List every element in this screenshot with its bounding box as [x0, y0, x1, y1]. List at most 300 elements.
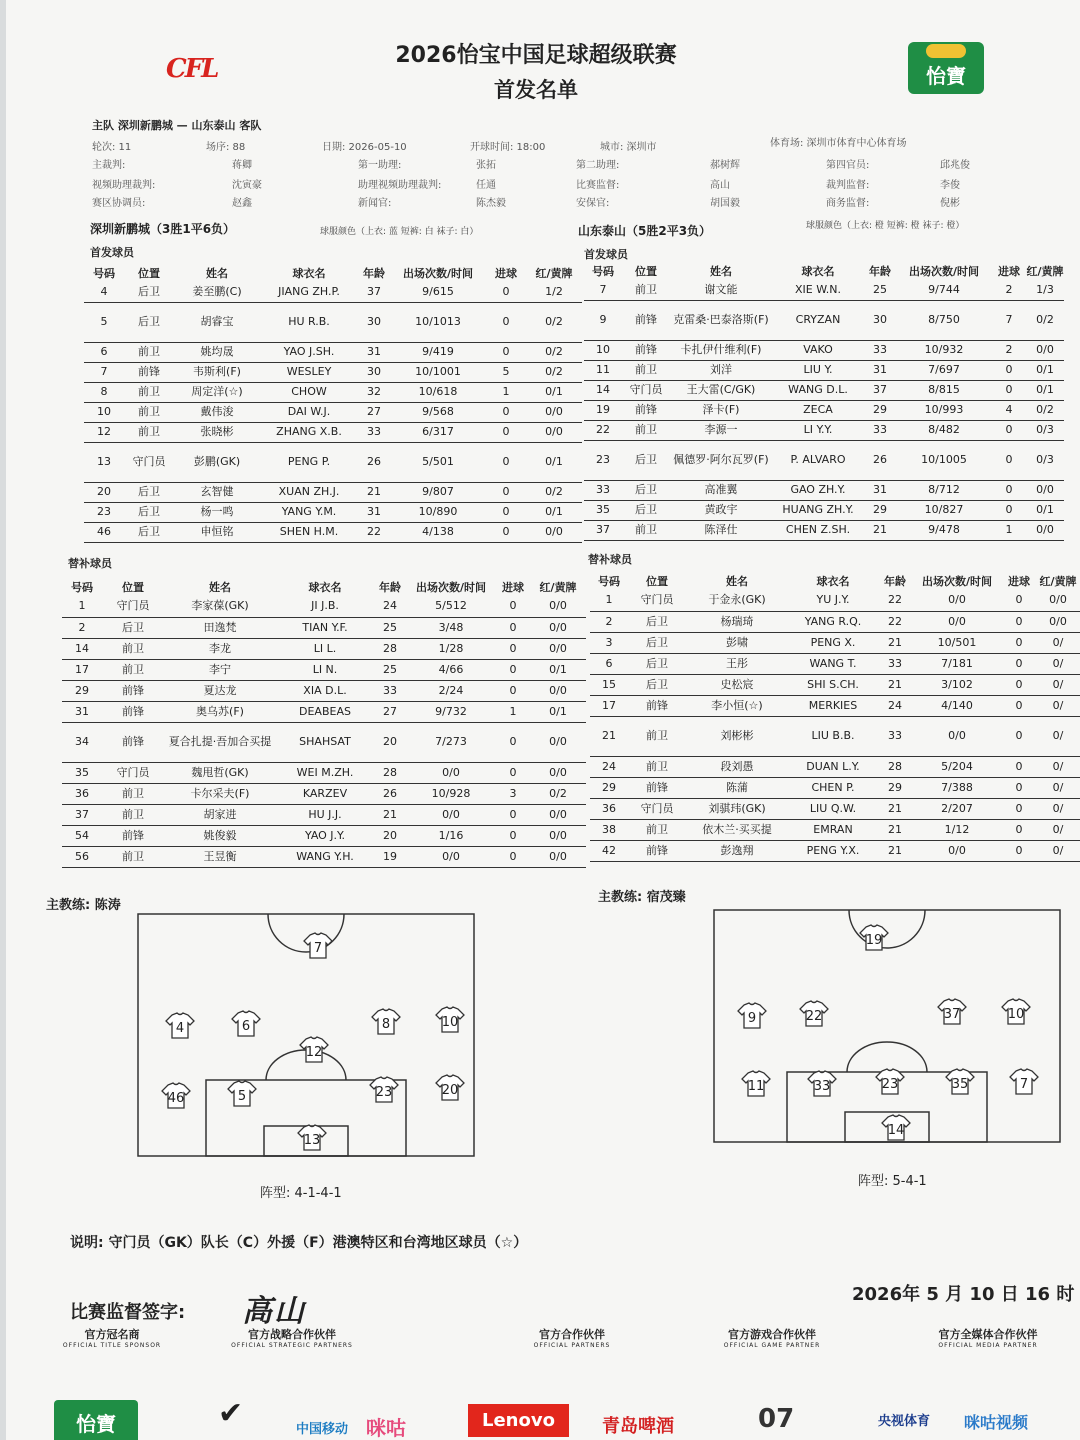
player-cell: EMRAN — [788, 819, 878, 840]
csl-logo: CFL — [166, 54, 218, 84]
column-header: 进球 — [1008, 575, 1030, 588]
player-cell: 4 — [992, 400, 1026, 420]
official-name: 任通 — [476, 180, 496, 191]
player-cell: 3 — [590, 632, 628, 653]
player-cell: 1/28 — [406, 638, 496, 659]
player-cell: 黄政宇 — [670, 500, 772, 520]
player-cell: 8/750 — [896, 300, 992, 340]
player-cell: 46 — [84, 522, 124, 542]
player-cell: 10 — [584, 340, 622, 360]
player-cell: 1/3 — [1026, 280, 1064, 300]
player-cell: 0/ — [1036, 653, 1080, 674]
player-cell: 前锋 — [622, 300, 670, 340]
player-cell: 4/66 — [406, 659, 496, 680]
sponsor-cctv-sports: 央视体育 — [878, 1414, 931, 1429]
away-subs-label: 替补球员 — [588, 553, 632, 566]
shirt-number: 5 — [237, 1089, 247, 1104]
player-cell: 0/ — [1036, 840, 1080, 861]
player-cell: 37 — [358, 282, 390, 302]
shirt-number: 13 — [303, 1133, 321, 1148]
player-cell: 夏合扎提·吾加合买提 — [164, 722, 276, 762]
player-cell: WANG D.L. — [772, 380, 864, 400]
sign-date: 2026年 5 月 10 日 16 时 — [852, 1284, 1075, 1305]
player-cell: SHEN H.M. — [260, 522, 358, 542]
player-cell: 1 — [486, 382, 526, 402]
player-cell: YU J.Y. — [788, 590, 878, 611]
player-cell: 9/568 — [390, 402, 486, 422]
player-row — [84, 362, 582, 382]
player-cell: XIE W.N. — [772, 280, 864, 300]
player-cell: 依木兰·买买提 — [686, 819, 788, 840]
player-row — [62, 825, 586, 846]
player-cell: 0 — [496, 825, 530, 846]
player-cell: 17 — [62, 659, 102, 680]
player-cell: 前锋 — [124, 362, 174, 382]
player-row — [590, 777, 1080, 798]
player-cell: 后卫 — [628, 674, 686, 695]
player-cell: 于金永(GK) — [686, 590, 788, 611]
player-cell: 前卫 — [124, 382, 174, 402]
official-role: 赛区协调员: — [92, 198, 146, 209]
home-subs-label: 替补球员 — [68, 557, 112, 570]
player-cell: 34 — [62, 722, 102, 762]
player-cell: 8/815 — [896, 380, 992, 400]
player-cell: 前锋 — [628, 695, 686, 716]
player-cell: 0 — [992, 380, 1026, 400]
match-venue: 体育场: 深圳市体育中心体育场 — [770, 138, 907, 149]
player-cell: 杨瑞琦 — [686, 611, 788, 632]
player-cell: 0/2 — [526, 482, 582, 502]
player-row — [62, 762, 586, 783]
player-cell: 8/482 — [896, 420, 992, 440]
column-header: 号码 — [71, 581, 93, 594]
player-shirt — [946, 1069, 974, 1094]
home-coach: 主教练: 陈涛 — [46, 898, 121, 913]
player-cell: 前卫 — [622, 360, 670, 380]
away-subs-table — [590, 572, 1080, 862]
player-cell: 卡尔采夫(F) — [164, 783, 276, 804]
player-cell: 后卫 — [124, 282, 174, 302]
player-cell: 0/0 — [1026, 480, 1064, 500]
player-row — [584, 340, 1064, 360]
player-cell: 前卫 — [622, 280, 670, 300]
away-formation: 阵型: 5-4-1 — [858, 1174, 927, 1189]
player-cell: 前卫 — [124, 342, 174, 362]
player-row — [590, 632, 1080, 653]
shirt-number: 6 — [241, 1019, 251, 1034]
player-cell: 10/827 — [896, 500, 992, 520]
player-cell: 7 — [84, 362, 124, 382]
official-name: 李俊 — [940, 180, 960, 191]
player-cell: 27 — [358, 402, 390, 422]
player-cell: 10/890 — [390, 502, 486, 522]
legend-note: 说明: 守门员（GK）队长（C）外援（F）港澳特区和台湾地区球员（☆） — [70, 1235, 528, 1251]
player-cell: 李小恒(☆) — [686, 695, 788, 716]
player-cell: 1 — [992, 520, 1026, 540]
player-cell: 30 — [358, 302, 390, 342]
player-cell: 37 — [584, 520, 622, 540]
player-cell: 0 — [992, 440, 1026, 480]
player-cell: 24 — [374, 596, 406, 617]
shirt-number: 10 — [441, 1015, 459, 1030]
player-cell: 彭逸翔 — [686, 840, 788, 861]
player-cell: 9/419 — [390, 342, 486, 362]
player-cell: 前卫 — [124, 402, 174, 422]
player-cell: 2 — [992, 340, 1026, 360]
column-header: 出场次数/时间 — [908, 265, 980, 278]
player-cell: 0/0 — [530, 804, 586, 825]
player-cell: 夏达龙 — [164, 680, 276, 701]
player-cell: YAO J.SH. — [260, 342, 358, 362]
column-header: 号码 — [93, 267, 115, 280]
player-cell: 李源一 — [670, 420, 772, 440]
team-sheet — [6, 0, 1080, 1440]
player-cell: 0 — [486, 502, 526, 522]
player-cell: P. ALVARO — [772, 440, 864, 480]
player-cell: 21 — [358, 482, 390, 502]
player-shirt — [372, 1009, 400, 1034]
player-cell: 0/0 — [530, 680, 586, 701]
player-cell: 31 — [864, 480, 896, 500]
player-cell: 胡睿宝 — [174, 302, 260, 342]
official-role: 新闻官: — [358, 198, 392, 209]
player-shirt — [436, 1007, 464, 1032]
player-cell: 姜至鹏(C) — [174, 282, 260, 302]
player-cell: 0 — [1002, 777, 1036, 798]
official-name: 高山 — [710, 180, 730, 191]
player-cell: 后卫 — [622, 440, 670, 480]
player-cell: TIAN Y.F. — [276, 617, 374, 638]
player-cell: 29 — [62, 680, 102, 701]
shirt-number: 10 — [1007, 1007, 1025, 1022]
player-cell: 0/0 — [912, 611, 1002, 632]
player-cell: 姚俊毅 — [164, 825, 276, 846]
player-shirt — [436, 1075, 464, 1100]
player-cell: 2 — [62, 617, 102, 638]
player-cell: 0/ — [1036, 716, 1080, 756]
player-cell: 前卫 — [102, 804, 164, 825]
player-cell: 王彤 — [686, 653, 788, 674]
player-cell: 7/697 — [896, 360, 992, 380]
player-cell: 0/1 — [526, 382, 582, 402]
player-cell: 0/0 — [530, 825, 586, 846]
player-cell: 0 — [486, 442, 526, 482]
column-header: 出场次数/时间 — [402, 267, 474, 280]
player-cell: SHI S.CH. — [788, 674, 878, 695]
shirt-number: 19 — [865, 933, 883, 948]
player-cell: 0 — [496, 680, 530, 701]
player-cell: 10/618 — [390, 382, 486, 402]
official-role: 视频助理裁判: — [92, 180, 156, 191]
official-name: 倪彬 — [940, 198, 960, 209]
shirt-number: 4 — [175, 1021, 185, 1036]
player-cell: LIU B.B. — [788, 716, 878, 756]
player-cell: 33 — [358, 422, 390, 442]
player-cell: 22 — [584, 420, 622, 440]
player-cell: 25 — [374, 617, 406, 638]
player-cell: 2/207 — [912, 798, 1002, 819]
player-cell: 19 — [374, 846, 406, 867]
player-cell: WEI M.ZH. — [276, 762, 374, 783]
player-cell: 3 — [496, 783, 530, 804]
column-header: 红/黄牌 — [535, 267, 573, 280]
player-cell: 9/615 — [390, 282, 486, 302]
player-cell: 0/0 — [526, 402, 582, 422]
player-cell: 4 — [84, 282, 124, 302]
player-cell: CHEN P. — [788, 777, 878, 798]
player-cell: JIANG ZH.P. — [260, 282, 358, 302]
player-cell: 后卫 — [622, 480, 670, 500]
player-cell: 0 — [496, 722, 530, 762]
player-cell: 9/478 — [896, 520, 992, 540]
player-cell: 后卫 — [124, 522, 174, 542]
player-cell: 21 — [374, 804, 406, 825]
player-cell: 0 — [486, 282, 526, 302]
sponsor-migu: 咪咕 — [366, 1416, 406, 1440]
shirt-number: 23 — [375, 1085, 393, 1100]
player-cell: 前卫 — [102, 659, 164, 680]
player-cell: 33 — [374, 680, 406, 701]
player-cell: 33 — [878, 716, 912, 756]
document-title: 2026怡宝中国足球超级联赛 — [395, 43, 677, 68]
shirt-number: 11 — [747, 1079, 765, 1094]
player-cell: 高准翼 — [670, 480, 772, 500]
player-cell: 5 — [486, 362, 526, 382]
column-header: 红/黄牌 — [1039, 575, 1077, 588]
player-cell: 0/ — [1036, 632, 1080, 653]
player-cell: 0 — [1002, 695, 1036, 716]
player-cell: 3/102 — [912, 674, 1002, 695]
player-cell: 0/0 — [1026, 340, 1064, 360]
partner-strategic: 官方战略合作伙伴 OFFICIAL STRATEGIC PARTNERS — [231, 1328, 353, 1349]
player-cell: LIU Y. — [772, 360, 864, 380]
player-cell: YANG R.Q. — [788, 611, 878, 632]
player-shirt — [232, 1011, 260, 1036]
player-cell: 刘洋 — [670, 360, 772, 380]
player-row — [590, 590, 1080, 611]
player-cell: 21 — [878, 798, 912, 819]
player-cell: 0/2 — [526, 342, 582, 362]
player-cell: WANG T. — [788, 653, 878, 674]
player-cell: 56 — [62, 846, 102, 867]
away-coach: 主教练: 宿茂臻 — [598, 890, 686, 905]
player-cell: 9/744 — [896, 280, 992, 300]
match-teams: 主队 深圳新鹏城 — 山东泰山 客队 — [92, 119, 262, 132]
sponsor-logo: 怡寶 — [908, 42, 984, 94]
player-shirt — [228, 1081, 256, 1106]
player-cell: 42 — [590, 840, 628, 861]
column-header: 出场次数/时间 — [415, 581, 487, 594]
player-row — [590, 716, 1080, 756]
player-cell: 0/ — [1036, 695, 1080, 716]
player-cell: 0 — [1002, 716, 1036, 756]
away-starters-table — [584, 262, 1064, 541]
player-cell: 0/2 — [526, 302, 582, 342]
player-row — [84, 382, 582, 402]
player-cell: 0/0 — [530, 638, 586, 659]
player-cell: 刘彬彬 — [686, 716, 788, 756]
shirt-number: 20 — [441, 1083, 459, 1098]
player-cell: WANG Y.H. — [276, 846, 374, 867]
player-cell: 24 — [878, 695, 912, 716]
player-cell: WESLEY — [260, 362, 358, 382]
player-cell: 姚均晟 — [174, 342, 260, 362]
player-row — [584, 420, 1064, 440]
player-cell: 彭啸 — [686, 632, 788, 653]
player-row — [584, 380, 1064, 400]
player-cell: 21 — [878, 840, 912, 861]
player-shirt — [370, 1077, 398, 1102]
player-shirt — [166, 1013, 194, 1038]
player-cell: 前卫 — [628, 756, 686, 777]
shirt-number: 33 — [813, 1079, 831, 1094]
player-cell: 0 — [1002, 674, 1036, 695]
sponsor-nike: ✔ — [218, 1396, 244, 1431]
player-cell: 0/0 — [526, 422, 582, 442]
official-role: 第二助理: — [576, 160, 620, 171]
player-cell: 李家葆(GK) — [164, 596, 276, 617]
player-cell: 胡家进 — [164, 804, 276, 825]
player-cell: SHAHSAT — [276, 722, 374, 762]
player-cell: 0/0 — [530, 762, 586, 783]
player-cell: 0 — [992, 500, 1026, 520]
column-header: 姓名 — [206, 267, 228, 280]
supervisor-signature: 高山 — [242, 1294, 306, 1329]
player-cell: 28 — [374, 762, 406, 783]
player-cell: 0/0 — [912, 590, 1002, 611]
player-cell: 0 — [486, 302, 526, 342]
player-row — [62, 783, 586, 804]
column-header: 号码 — [598, 575, 620, 588]
player-cell: 前卫 — [628, 819, 686, 840]
player-row — [62, 804, 586, 825]
player-shirt — [300, 1037, 328, 1062]
home-formation: 阵型: 4-1-4-1 — [260, 1186, 342, 1201]
player-cell: 0 — [992, 480, 1026, 500]
signature-label: 比赛监督签字: — [70, 1302, 186, 1323]
player-cell: 32 — [358, 382, 390, 402]
player-cell: 0/0 — [530, 596, 586, 617]
player-row — [84, 522, 582, 542]
player-cell: 33 — [878, 653, 912, 674]
player-cell: 0/1 — [530, 701, 586, 722]
player-cell: 8/712 — [896, 480, 992, 500]
official-name: 胡国毅 — [710, 198, 740, 209]
player-cell: 6 — [84, 342, 124, 362]
player-cell: 1/16 — [406, 825, 496, 846]
player-cell: 26 — [374, 783, 406, 804]
player-cell: 0 — [486, 522, 526, 542]
player-cell: 守门员 — [622, 380, 670, 400]
player-row — [84, 342, 582, 362]
column-header: 球衣名 — [292, 267, 326, 280]
home-starters-table — [84, 264, 582, 543]
player-cell: 0/0 — [406, 846, 496, 867]
player-cell: KARZEV — [276, 783, 374, 804]
player-shirt — [738, 1003, 766, 1028]
player-cell: 后卫 — [102, 617, 164, 638]
player-cell: 0/ — [1036, 798, 1080, 819]
player-cell: 泽卡(F) — [670, 400, 772, 420]
player-cell: 29 — [590, 777, 628, 798]
shirt-number: 37 — [943, 1007, 961, 1022]
player-cell: 0 — [486, 482, 526, 502]
match-number: 场序: 88 — [206, 142, 246, 153]
player-cell: CHOW — [260, 382, 358, 402]
player-row — [590, 840, 1080, 861]
player-cell: 玄智健 — [174, 482, 260, 502]
sponsor-lenovo: Lenovo — [468, 1404, 569, 1437]
away-kit: 球服颜色（上衣: 橙 短裤: 橙 袜子: 橙） — [806, 221, 965, 231]
player-row — [590, 611, 1080, 632]
official-name: 赵鑫 — [232, 198, 252, 209]
column-header: 年龄 — [884, 575, 906, 588]
official-name: 郝树辉 — [710, 160, 740, 171]
player-cell: 31 — [62, 701, 102, 722]
player-cell: 6/317 — [390, 422, 486, 442]
player-cell: 35 — [62, 762, 102, 783]
player-row — [84, 502, 582, 522]
player-cell: 10/1001 — [390, 362, 486, 382]
player-cell: 9/807 — [390, 482, 486, 502]
player-cell: 前卫 — [102, 783, 164, 804]
player-row — [84, 422, 582, 442]
player-shirt — [938, 999, 966, 1024]
player-cell: 33 — [864, 340, 896, 360]
official-role: 裁判监督: — [826, 180, 870, 191]
player-cell: 7/388 — [912, 777, 1002, 798]
player-cell: 前锋 — [102, 722, 164, 762]
column-header: 姓名 — [710, 265, 732, 278]
player-cell: 26 — [358, 442, 390, 482]
player-cell: 7 — [584, 280, 622, 300]
player-cell: 0/0 — [912, 840, 1002, 861]
away-team-name: 山东泰山（5胜2平3负） — [578, 224, 712, 238]
sponsor-07: 07 — [758, 1404, 795, 1434]
player-cell: HUANG ZH.Y. — [772, 500, 864, 520]
player-cell: PENG P. — [260, 442, 358, 482]
player-cell: 21 — [878, 674, 912, 695]
player-row — [584, 520, 1064, 540]
player-shirt — [162, 1083, 190, 1108]
player-cell: 7 — [992, 300, 1026, 340]
player-row — [590, 695, 1080, 716]
column-header: 位置 — [635, 265, 657, 278]
player-cell: DUAN L.Y. — [788, 756, 878, 777]
player-cell: 8 — [84, 382, 124, 402]
player-cell: 前锋 — [102, 701, 164, 722]
player-cell: 30 — [864, 300, 896, 340]
player-cell: 20 — [84, 482, 124, 502]
player-cell: LI L. — [276, 638, 374, 659]
player-cell: XUAN ZH.J. — [260, 482, 358, 502]
player-cell: 17 — [590, 695, 628, 716]
partner-official: 官方合作伙伴 OFFICIAL PARTNERS — [533, 1328, 611, 1349]
player-cell: 4/140 — [912, 695, 1002, 716]
player-cell: 36 — [62, 783, 102, 804]
player-cell: LI Y.Y. — [772, 420, 864, 440]
player-cell: 前锋 — [102, 825, 164, 846]
player-cell: 33 — [584, 480, 622, 500]
player-cell: 0 — [486, 402, 526, 422]
player-cell: 10/1013 — [390, 302, 486, 342]
player-cell: 10 — [84, 402, 124, 422]
player-cell: 0/1 — [1026, 360, 1064, 380]
shirt-number: 7 — [313, 941, 323, 956]
sponsor-yibao: 怡寶 — [54, 1400, 138, 1440]
player-row — [62, 701, 586, 722]
player-cell: 23 — [584, 440, 622, 480]
